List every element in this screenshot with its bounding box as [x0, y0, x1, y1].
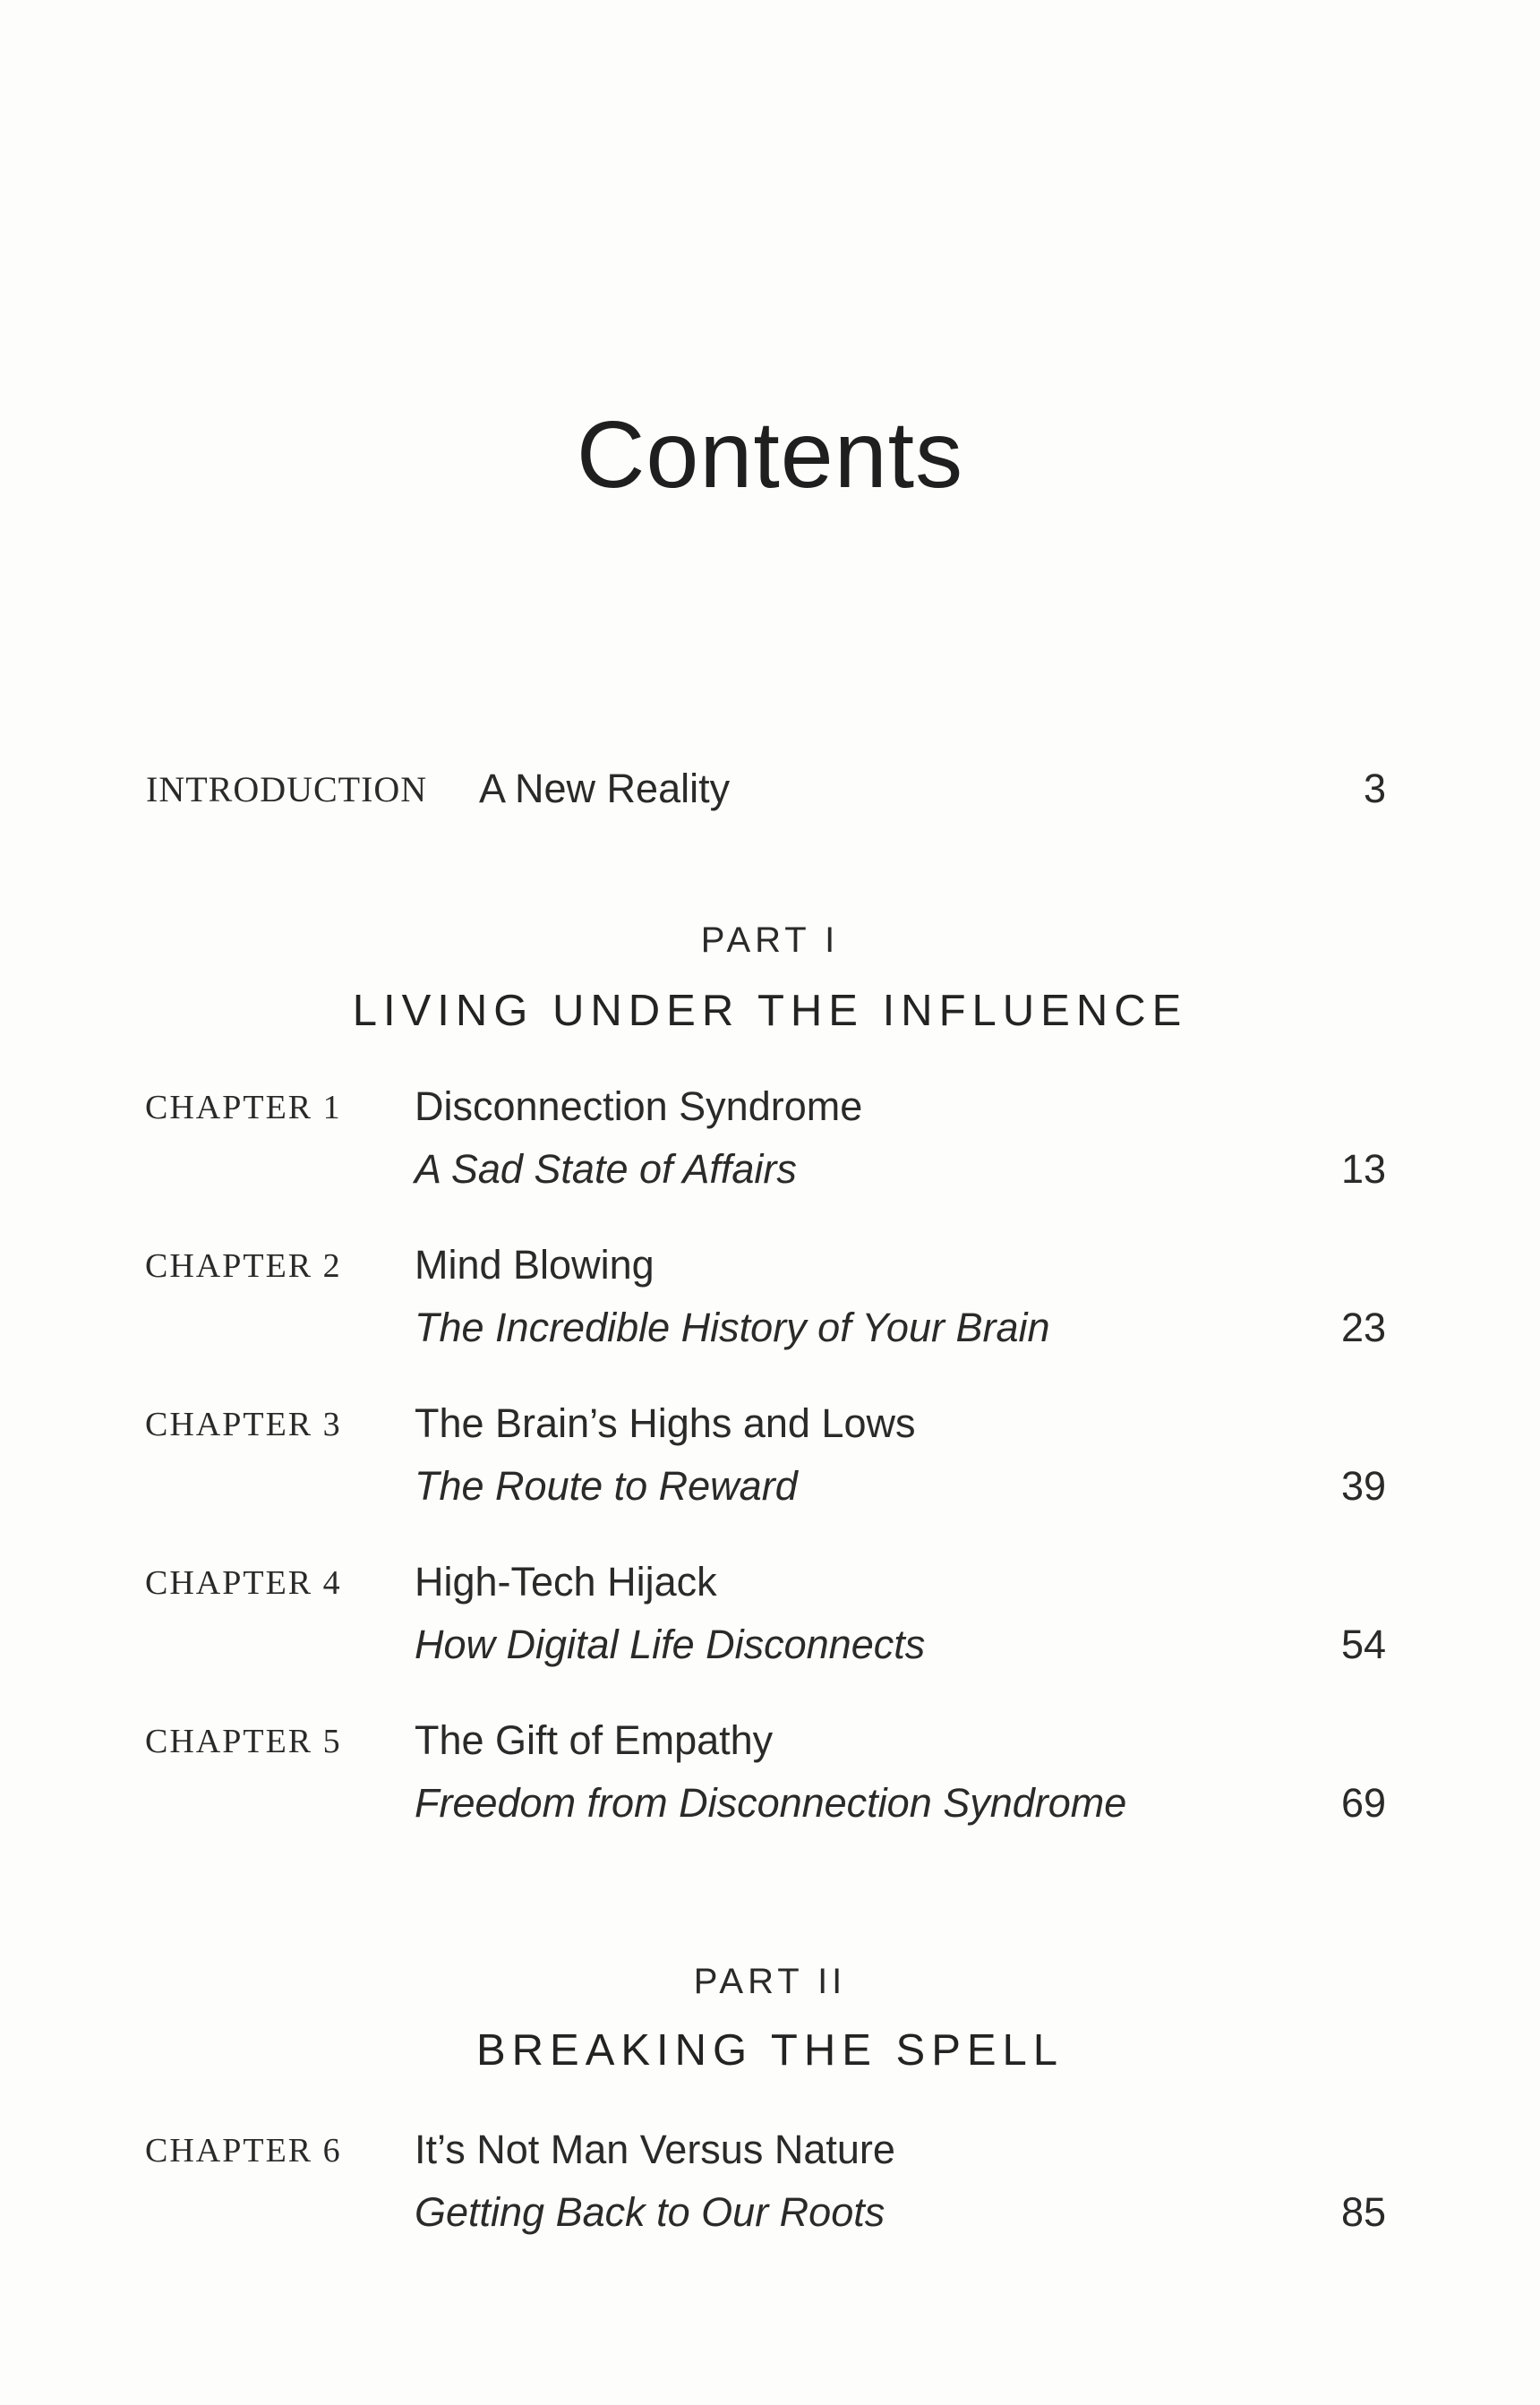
part-title: BREAKING THE SPELL	[475, 2026, 1065, 2075]
part-label: PART II	[693, 1962, 847, 2001]
chapter-title: Disconnection Syndrome	[415, 1083, 863, 1129]
chapter-page-number: 85	[1340, 2189, 1386, 2235]
chapter-title: High-Tech Hijack	[415, 1559, 717, 1605]
chapter-title: Mind Blowing	[415, 1242, 654, 1288]
chapter-title: It’s Not Man Versus Nature	[415, 2127, 895, 2172]
chapter-page-number: 23	[1340, 1305, 1386, 1350]
chapter-subtitle: A Sad State of Affairs	[415, 1146, 797, 1192]
chapter-label: CHAPTER 6	[145, 2132, 342, 2170]
page-title: Contents	[576, 402, 964, 508]
chapter-subtitle: How Digital Life Disconnects	[415, 1622, 926, 1667]
chapter-subtitle: The Incredible History of Your Brain	[415, 1305, 1050, 1350]
chapter-subtitle: Freedom from Disconnection Syndrome	[415, 1780, 1127, 1826]
chapter-label: CHAPTER 4	[145, 1564, 342, 1602]
introduction-label: INTRODUCTION	[146, 769, 428, 809]
chapter-subtitle: The Route to Reward	[415, 1463, 798, 1509]
part-title: LIVING UNDER THE INFLUENCE	[352, 987, 1188, 1035]
chapter-page-number: 69	[1340, 1780, 1386, 1826]
introduction-page-number: 3	[1363, 766, 1386, 811]
chapter-page-number: 13	[1340, 1146, 1386, 1192]
chapter-page-number: 54	[1340, 1622, 1386, 1667]
chapter-label: CHAPTER 5	[145, 1723, 342, 1760]
chapter-subtitle: Getting Back to Our Roots	[415, 2189, 886, 2235]
chapter-title: The Brain’s Highs and Lows	[415, 1400, 916, 1446]
chapter-label: CHAPTER 1	[145, 1089, 342, 1126]
chapter-title: The Gift of Empathy	[415, 1717, 774, 1763]
part-label: PART I	[700, 920, 840, 960]
chapter-label: CHAPTER 2	[145, 1247, 342, 1285]
chapter-page-number: 39	[1340, 1463, 1386, 1509]
chapter-label: CHAPTER 3	[145, 1406, 342, 1443]
introduction-title: A New Reality	[479, 766, 731, 811]
